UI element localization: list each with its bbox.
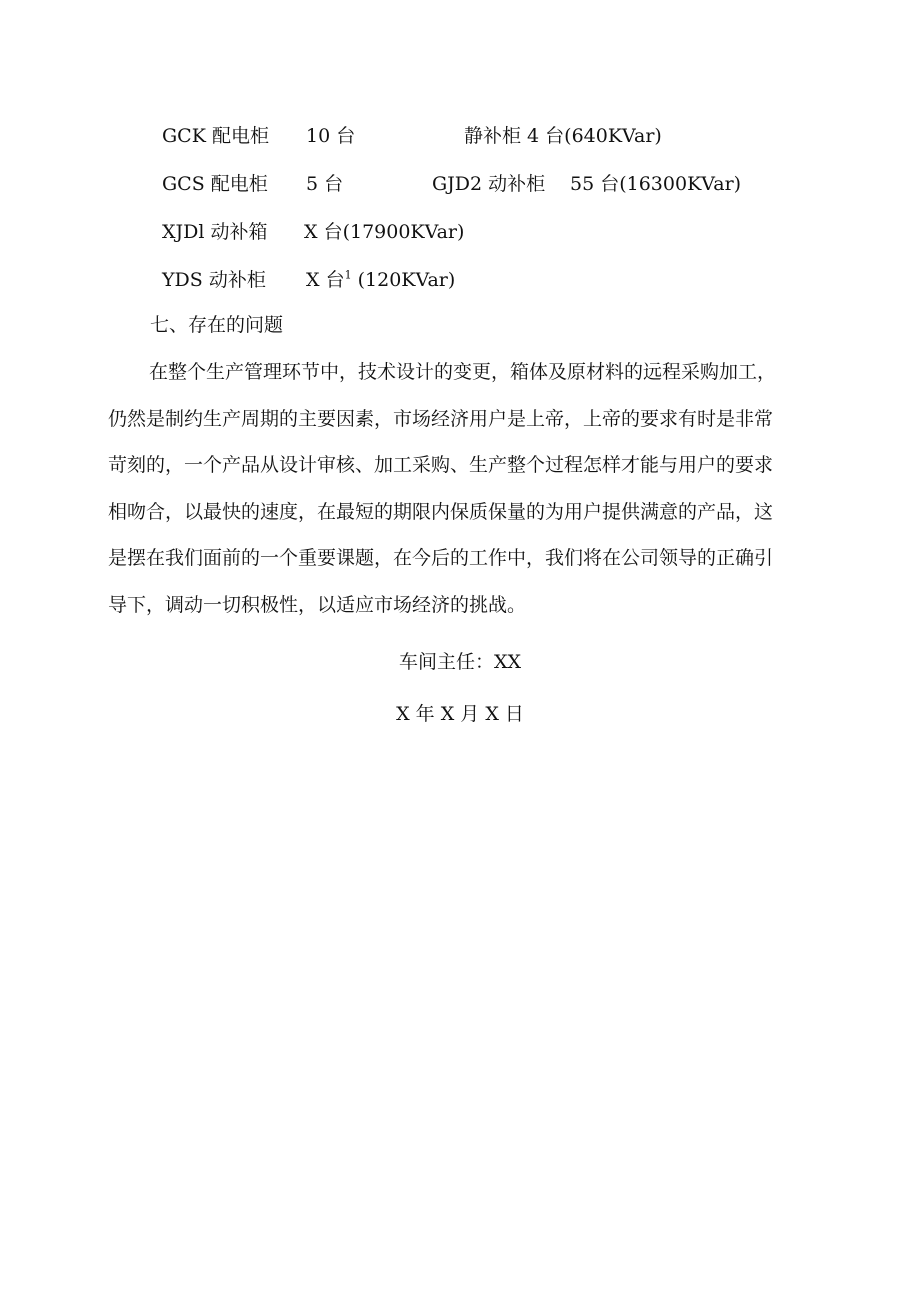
equipment-item-gck-name: GCK 配电柜	[162, 125, 269, 147]
signature-date: X 年 X 月 X 日	[396, 703, 524, 725]
equipment-item-gjd2-name: GJD2 动补柜	[432, 173, 546, 195]
problem-paragraph	[108, 349, 828, 628]
paragraph-line: 仍然是制约生产周期的主要因素，市场经济用户是上帝，上帝的要求有时是非常	[108, 407, 774, 430]
equipment-item-xjdl-name: XJDl 动补箱	[162, 221, 268, 243]
section-heading: 七、存在的问题	[150, 314, 284, 336]
equipment-item-xjdl-qty: X 台(17900KVar)	[304, 221, 465, 243]
equipment-item-static-comp: 静补柜 4 台(640KVar)	[464, 125, 662, 147]
paragraph-line: 是摆在我们面前的一个重要课题，在今后的工作中，我们将在公司领导的正确引	[108, 547, 774, 569]
equipment-item-gck-qty: 10 台	[306, 125, 356, 147]
footnote-marker: 1	[344, 268, 352, 282]
equipment-item-gjd2-qty: 55 台(16300KVar)	[570, 173, 742, 195]
paragraph-line: 苛刻的，一个产品从设计审核、加工采购、生产整个过程怎样才能与用户的要求	[108, 454, 774, 476]
signature-title: 车间主任：XX	[398, 651, 522, 673]
paragraph-line: 导下，调动一切积极性，以适应市场经济的挑战。	[108, 593, 527, 616]
yds-qty-prefix: X 台	[306, 269, 345, 291]
paragraph-line: 相吻合，以最快的速度，在最短的期限内保质保量的为用户提供满意的产品，这	[108, 500, 774, 523]
equipment-item-gcs-qty: 5 台	[306, 173, 344, 195]
equipment-item-yds-qty	[306, 268, 455, 292]
paragraph-line: 在整个生产管理环节中，技术设计的变更，箱体及原材料的远程采购加工，	[149, 361, 777, 383]
yds-qty-suffix: (120KVar)	[351, 269, 456, 291]
equipment-item-gcs-name: GCS 配电柜	[162, 173, 268, 195]
equipment-item-yds-name: YDS 动补柜	[162, 269, 266, 291]
